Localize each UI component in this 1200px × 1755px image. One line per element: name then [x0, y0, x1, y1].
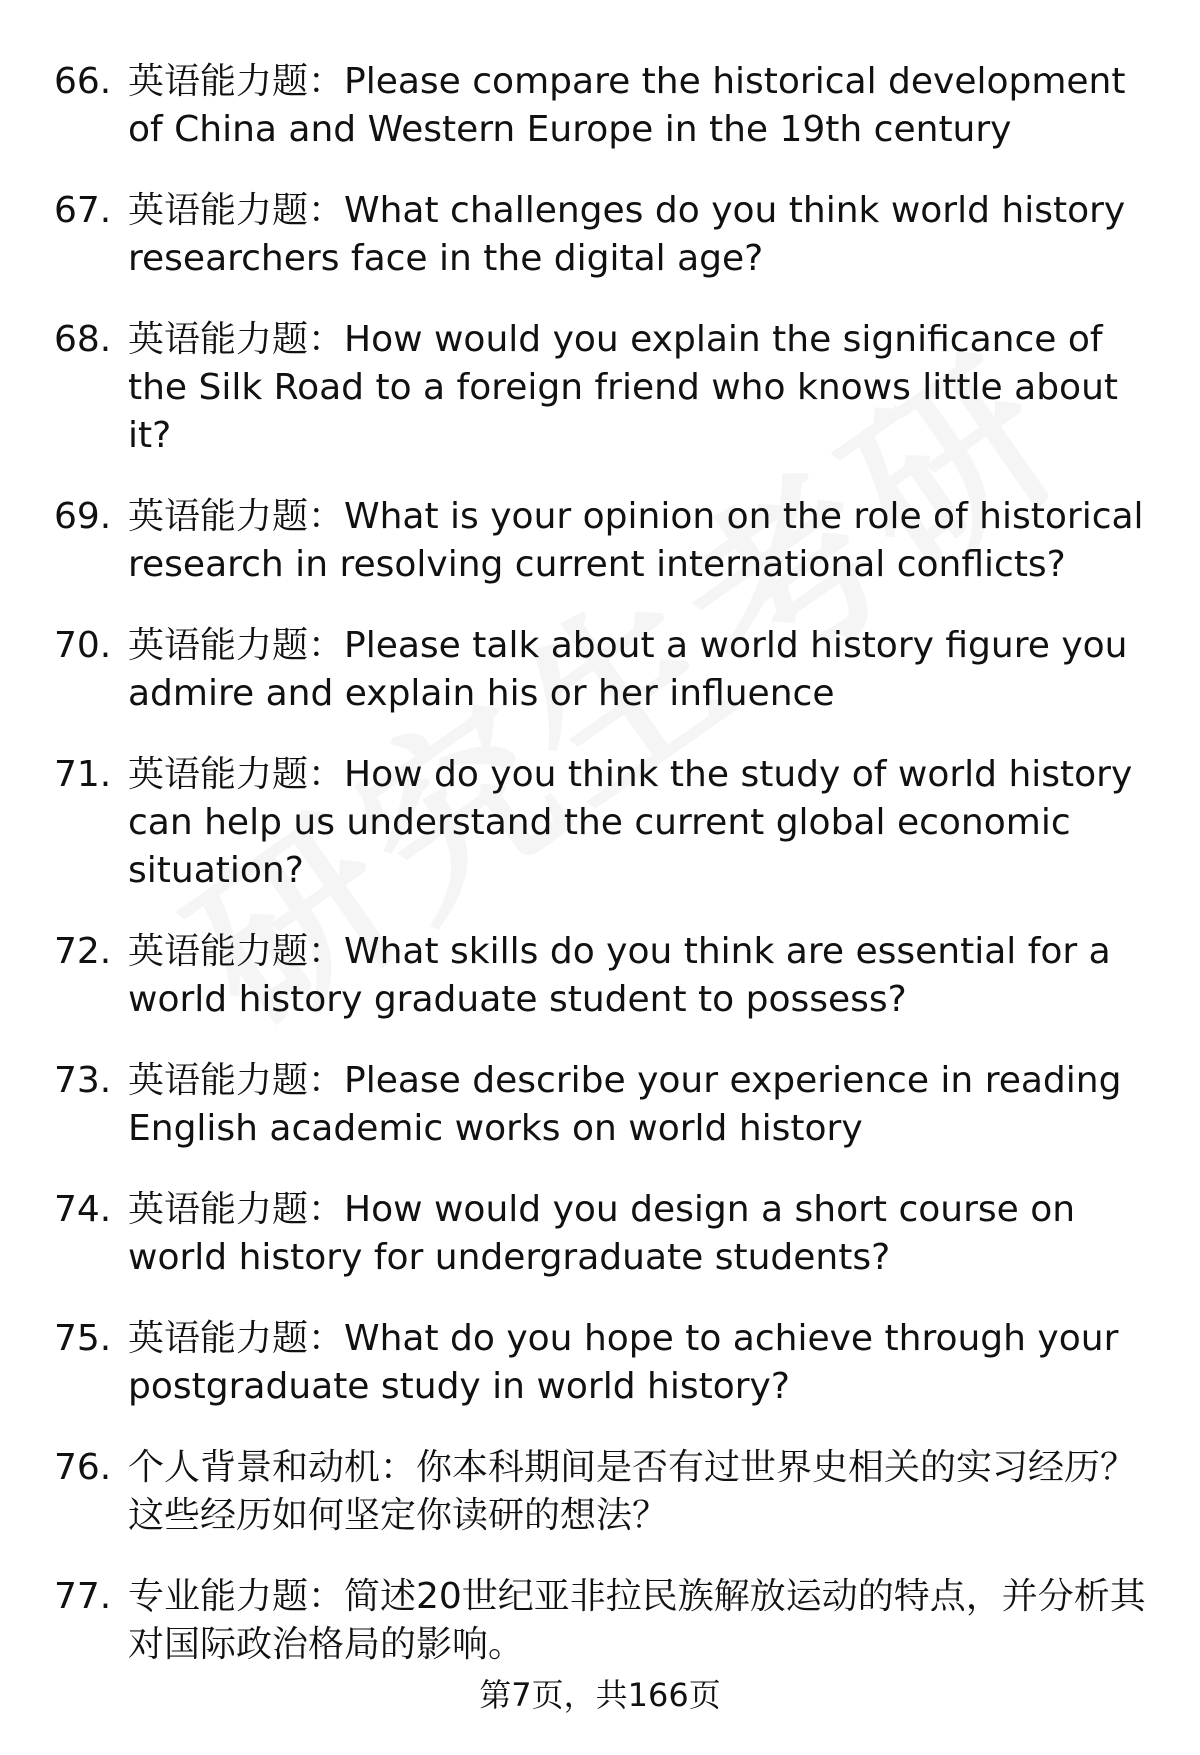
list-item	[0, 622, 1200, 718]
list-item	[0, 1186, 1200, 1282]
list-item	[0, 751, 1200, 895]
question-number: 69.	[54, 496, 112, 537]
list-item	[0, 1573, 1200, 1669]
question-number: 68.	[54, 319, 112, 360]
list-item	[0, 493, 1200, 589]
question-number: 74.	[54, 1189, 112, 1230]
question-number: 70.	[54, 625, 112, 666]
question-number: 76.	[54, 1447, 112, 1488]
question-text: 英语能力题：What is your opinion on the role of historical research in resolving current international conflicts?	[128, 496, 1144, 585]
list-item	[0, 58, 1200, 154]
list-item	[0, 316, 1200, 460]
question-text: 英语能力题：Please describe your experience in reading English academic works on world history	[128, 1060, 1122, 1149]
question-text: 专业能力题：简述20世纪亚非拉民族解放运动的特点，并分析其对国际政治格局的影响。	[128, 1576, 1146, 1665]
question-text: 英语能力题：What challenges do you think world history researchers face in the digital age?	[128, 190, 1126, 279]
question-number: 75.	[54, 1318, 112, 1359]
question-number: 72.	[54, 931, 112, 972]
list-item	[0, 1057, 1200, 1153]
question-text: 英语能力题：What skills do you think are essential for a world history graduate student to possess?	[128, 931, 1111, 1020]
page-footer: 第7页，共166页	[479, 1676, 721, 1714]
question-number: 71.	[54, 754, 112, 795]
list-item	[0, 1444, 1200, 1540]
question-number: 73.	[54, 1060, 112, 1101]
list-item	[0, 187, 1200, 283]
question-text: 英语能力题：Please talk about a world history figure you admire and explain his or her influence	[128, 625, 1128, 714]
list-item	[0, 1315, 1200, 1411]
question-text: 个人背景和动机：你本科期间是否有过世界史相关的实习经历？这些经历如何坚定你读研的想法？	[128, 1447, 1137, 1536]
question-text: 英语能力题：How do you think the study of world history can help us understand the current global economic situation?	[128, 754, 1133, 891]
question-number: 77.	[54, 1576, 112, 1617]
list-item	[0, 928, 1200, 1024]
question-number: 67.	[54, 190, 112, 231]
question-text: 英语能力题：How would you design a short course on world history for undergraduate students?	[128, 1189, 1076, 1278]
question-text: 英语能力题：What do you hope to achieve through your postgraduate study in world history?	[128, 1318, 1119, 1407]
question-text: 英语能力题：Please compare the historical development of China and Western Europe in the 19th century	[128, 61, 1126, 150]
question-text: 英语能力题：How would you explain the significance of the Silk Road to a foreign friend who knows little about it?	[128, 319, 1118, 456]
question-list	[0, 58, 1200, 1702]
question-number: 66.	[54, 61, 112, 102]
